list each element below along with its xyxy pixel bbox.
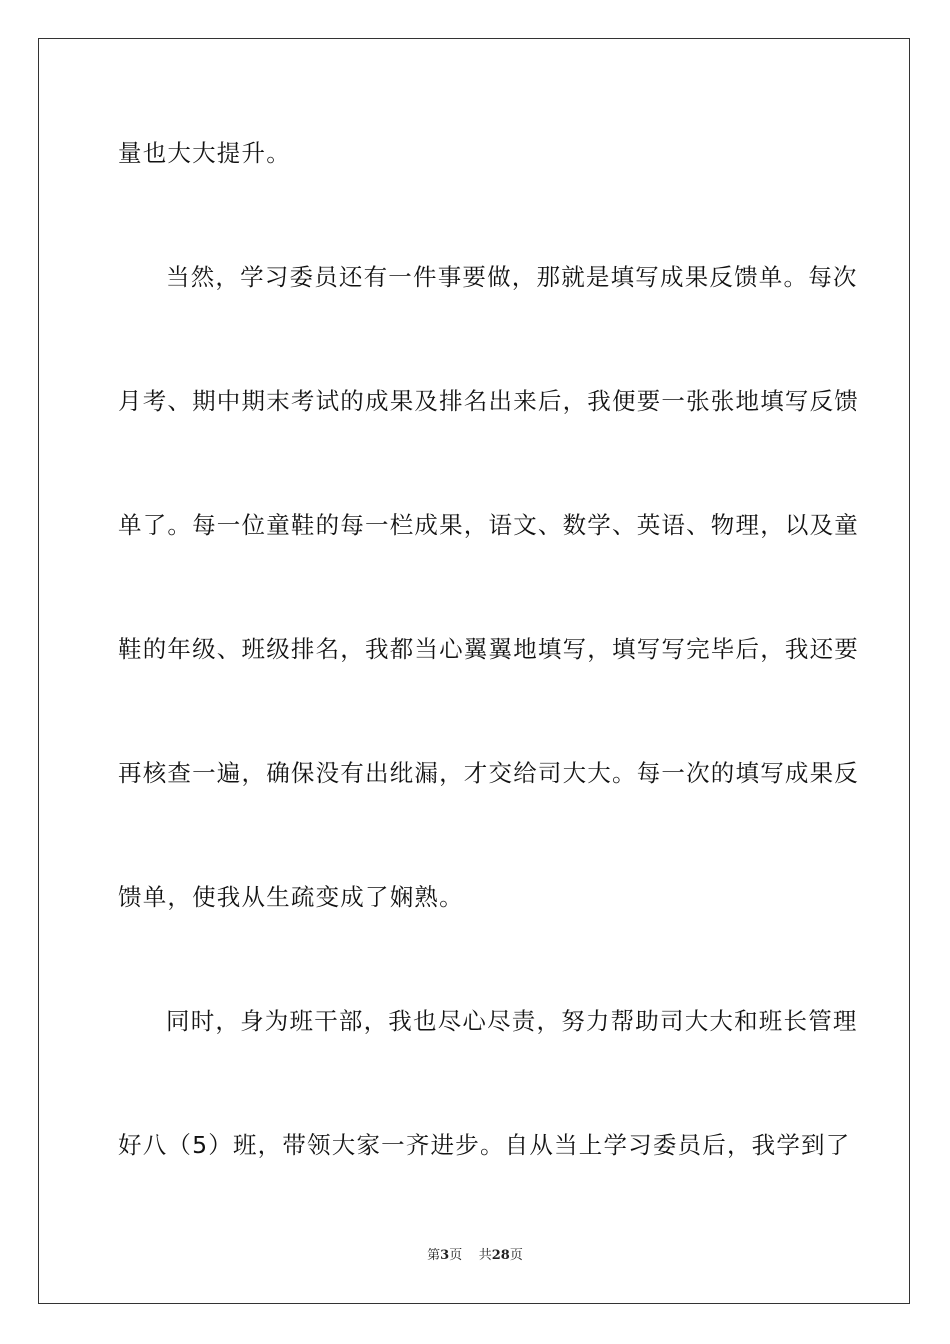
- footer-page-suffix: 页: [449, 1248, 463, 1263]
- footer-page-prefix: 第: [427, 1248, 441, 1263]
- text-line-9: 好八（5）班，带领大家一齐进步。自从当上学习委员后，我学到了: [118, 1131, 851, 1159]
- footer-page-number: 3: [440, 1248, 450, 1263]
- text-line-5: 鞋的年级、班级排名，我都当心翼翼地填写，填写写完毕后，我还要: [118, 635, 859, 663]
- text-line-8: 同时，身为班干部，我也尽心尽责，努力帮助司大大和班长管理: [166, 1007, 858, 1035]
- text-line-1: 量也大大提升。: [118, 139, 291, 167]
- text-line-6: 再核查一遍，确保没有出纰漏，才交给司大大。每一次的填写成果反: [118, 759, 859, 787]
- text-line-2: 当然，学习委员还有一件事要做，那就是填写成果反馈单。每次: [166, 263, 858, 291]
- footer-total-suffix: 页: [509, 1248, 523, 1263]
- footer-total-pages: 28: [491, 1248, 510, 1263]
- text-line-3: 月考、期中期末考试的成果及排名出来后，我便要一张张地填写反馈: [118, 387, 859, 415]
- page-border: [38, 38, 910, 1304]
- text-line-4: 单了。每一位童鞋的每一栏成果，语文、数学、英语、物理，以及童: [118, 511, 859, 539]
- footer-total-prefix: 共: [478, 1248, 492, 1263]
- page-footer: [0, 1247, 950, 1265]
- text-line-7: 馈单，使我从生疏变成了娴熟。: [118, 883, 464, 911]
